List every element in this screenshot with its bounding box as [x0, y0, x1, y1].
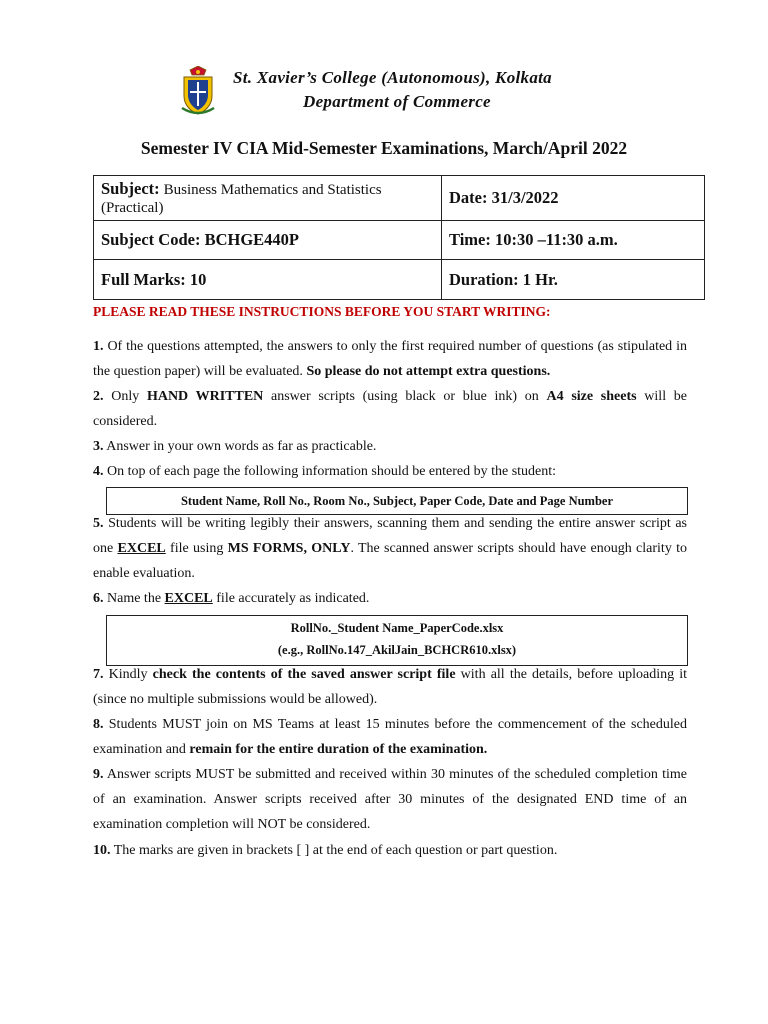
file-naming-box [106, 615, 688, 666]
file-name-format: RollNo._Student Name_PaperCode.xlsx [290, 621, 504, 635]
item-text: answer scripts (using black or blue ink) on [263, 389, 547, 404]
item-number: 8. [93, 717, 104, 732]
instruction-item-10 [93, 838, 687, 863]
item-emphasis: MS FORMS, ONLY [227, 541, 351, 556]
item-text: will be considered. [93, 389, 688, 429]
instruction-item-6 [93, 586, 687, 611]
table-row [94, 260, 705, 300]
item-text: Name the [107, 591, 165, 606]
instruction-item-9 [93, 762, 687, 837]
instruction-item-2 [93, 384, 687, 434]
item-text: with all the details, before uploading it (since no multiple submissions would be allowed). [93, 667, 688, 707]
subject-code-cell [94, 221, 442, 260]
item-number: 2. [93, 389, 104, 404]
time-cell [442, 221, 705, 260]
instruction-item-3 [93, 434, 687, 459]
item-text: The marks are given in brackets [ ] at the end of each question or part question. [113, 843, 558, 858]
table-row [94, 221, 705, 260]
item-number: 4. [93, 464, 104, 479]
instruction-item-5 [93, 511, 687, 586]
full-marks-cell [94, 260, 442, 300]
subject-label: Subject: [101, 179, 160, 198]
item-text: Only [111, 389, 147, 404]
full-marks: Full Marks: 10 [101, 269, 207, 289]
item-text: file accurately as indicated. [212, 591, 370, 606]
item-emphasis: remain for the entire duration of the examination. [189, 742, 488, 757]
instruction-item-1 [93, 334, 687, 384]
item-text: Of the questions attempted, the answers to only the first required number of questions (as stipulated in the question paper) will be evaluated. [93, 339, 687, 379]
item-number: 1. [93, 339, 104, 354]
subject-code: Subject Code: BCHGE440P [101, 230, 299, 249]
college-name: St. Xavier’s College (Autonomous), Kolkata [233, 68, 552, 87]
item-text: On top of each page the following information should be entered by the student: [107, 464, 557, 479]
item-text: Answer scripts MUST be submitted and received within 30 minutes of the scheduled completion time of an examination. Answer scripts received after 30 minutes of the designated END time of an examination completion will NOT be considered. [93, 767, 687, 832]
duration-cell [442, 260, 705, 300]
item-emphasis: EXCEL [117, 541, 166, 556]
item-number: 7. [93, 667, 104, 682]
file-name-example: (e.g., RollNo.147_AkilJain_BCHCR610.xlsx) [277, 643, 517, 657]
item-emphasis: HAND WRITTEN [146, 389, 264, 404]
student-info-box: Student Name, Roll No., Room No., Subject, Paper Code, Date and Page Number [106, 487, 688, 515]
instruction-item-7 [93, 662, 687, 712]
item-number: 10. [93, 843, 111, 858]
instruction-item-4 [93, 459, 687, 484]
exam-title: Semester IV CIA Mid-Semester Examinations, March/April 2022 [140, 138, 628, 158]
item-number: 5. [93, 516, 104, 531]
instructions-heading: PLEASE READ THESE INSTRUCTIONS BEFORE YOU START WRITING: [93, 304, 551, 319]
item-emphasis: A4 size sheets [546, 389, 637, 404]
item-text: Answer in your own words as far as practicable. [106, 439, 377, 454]
item-text: Students will be writing legibly their answers, scanning them and sending the entire answer script as one [93, 516, 688, 556]
item-text: Students MUST join on MS Teams at least 15 minutes before the commencement of the scheduled examination and [93, 717, 687, 757]
date-cell [442, 176, 705, 221]
college-crest-icon [176, 66, 220, 116]
item-number: 3. [93, 439, 104, 454]
subject-cell [94, 176, 442, 221]
subject-value: Business Mathematics and Statistics (Practical) [101, 182, 382, 216]
exam-date: Date: 31/3/2022 [449, 188, 559, 207]
table-row [94, 176, 705, 221]
item-emphasis: EXCEL [164, 591, 213, 606]
instruction-item-8 [93, 712, 687, 762]
exam-info-table [93, 175, 705, 300]
item-text: . The scanned answer scripts should have enough clarity to enable evaluation. [93, 541, 688, 581]
exam-time: Time: 10:30 –11:30 a.m. [449, 230, 618, 249]
exam-duration: Duration: 1 Hr. [449, 269, 558, 289]
department-name: Department of Commerce [303, 92, 491, 111]
item-number: 9. [93, 767, 104, 782]
item-number: 6. [93, 591, 104, 606]
item-emphasis: So please do not attempt extra questions. [306, 364, 551, 379]
item-text: file using [165, 541, 228, 556]
item-emphasis: check the contents of the saved answer script file [152, 667, 456, 682]
item-text: Kindly [108, 667, 153, 682]
